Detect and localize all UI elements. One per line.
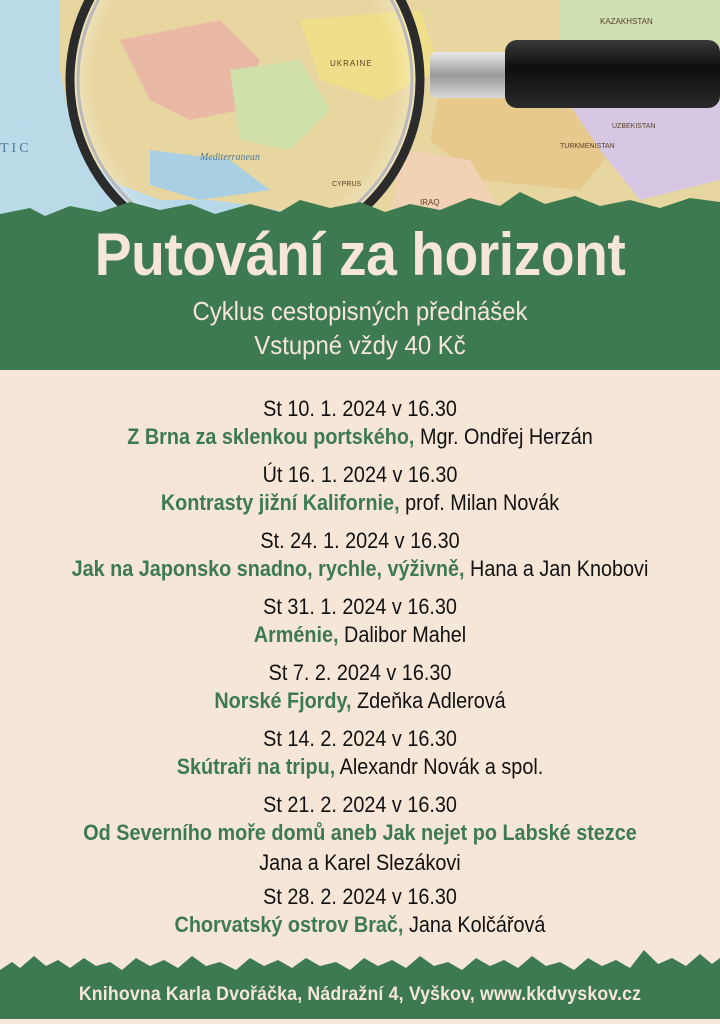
subtitle-series: Cyklus cestopisných přednášek (192, 296, 528, 326)
event-topic: Kontrasty jižní Kalifornie, (160, 490, 400, 515)
event-date: St 10. 1. 2024 v 16.30 (263, 396, 457, 421)
event-topic: Jak na Japonsko snadno, rychle, výživně, (71, 556, 465, 581)
event-speaker: Dalibor Mahel (344, 622, 467, 647)
event-item (36, 792, 684, 884)
event-topic: Arménie, (253, 622, 339, 647)
event-speaker: Zdeňka Adlerová (357, 688, 506, 713)
event-speaker: Jana a Karel Slezákovi (259, 850, 461, 875)
magnifying-glass-neck (430, 52, 510, 98)
event-topic: Norské Fjordy, (214, 688, 352, 713)
event-item (36, 462, 684, 528)
event-topic: Z Brna za sklenkou portského, (127, 424, 415, 449)
event-line (36, 620, 684, 650)
magnifying-glass-handle (505, 40, 720, 108)
footer-band (0, 940, 720, 1019)
map-label-iraq: IRAQ (420, 198, 440, 207)
map-label-uzbekistan: UZBEKISTAN (612, 123, 656, 130)
event-topic: Od Severního moře domů aneb Jak nejet po Labské stezce (83, 820, 637, 845)
event-speaker: Hana a Jan Knobovi (470, 556, 649, 581)
map-label-ukraine: UKRAINE (330, 59, 373, 68)
map-label-cyprus: CYPRUS (332, 181, 362, 188)
event-line (36, 910, 684, 940)
event-item (36, 594, 684, 660)
footer-address: Knihovna Karla Dvořáčka, Nádražní 4, Vyškov, www.kkdvyskov.cz (78, 984, 642, 1005)
event-line (36, 554, 684, 584)
event-list (0, 396, 720, 950)
event-line (36, 488, 684, 518)
event-date: St 21. 2. 2024 v 16.30 (263, 792, 457, 817)
event-date: St 31. 1. 2024 v 16.30 (263, 594, 457, 619)
event-date: St 14. 2. 2024 v 16.30 (263, 726, 457, 751)
event-date: St 7. 2. 2024 v 16.30 (268, 660, 452, 685)
event-line (36, 818, 684, 848)
event-item (36, 396, 684, 462)
event-item (36, 528, 684, 594)
page-title: Putování za horizont (94, 221, 626, 288)
event-line (36, 686, 684, 716)
event-item (36, 660, 684, 726)
map-label-atlantic: TIC (0, 141, 32, 156)
event-line (36, 422, 684, 452)
footer-band-shape (0, 940, 720, 1019)
event-topic: Chorvatský ostrov Brač, (174, 912, 404, 937)
event-line (36, 752, 684, 782)
event-speaker: Jana Kolčářová (408, 912, 546, 937)
event-date: St 28. 2. 2024 v 16.30 (263, 884, 457, 909)
event-speaker: Mgr. Ondřej Herzán (419, 424, 593, 449)
event-speaker: prof. Milan Novák (405, 490, 560, 515)
map-label-kazakhstan: KAZAKHSTAN (600, 17, 653, 26)
event-date: St. 24. 1. 2024 v 16.30 (260, 528, 460, 553)
map-label-turkmenistan: TURKMENISTAN (560, 143, 615, 150)
map-label-mediterranean: Mediterranean (200, 152, 260, 163)
event-speaker: Alexandr Novák a spol. (339, 754, 544, 779)
event-line (36, 848, 684, 878)
event-item (36, 726, 684, 792)
subtitle-admission: Vstupné vždy 40 Kč (254, 330, 466, 360)
event-date: Út 16. 1. 2024 v 16.30 (262, 462, 458, 487)
event-topic: Skútraři na tripu, (176, 754, 336, 779)
